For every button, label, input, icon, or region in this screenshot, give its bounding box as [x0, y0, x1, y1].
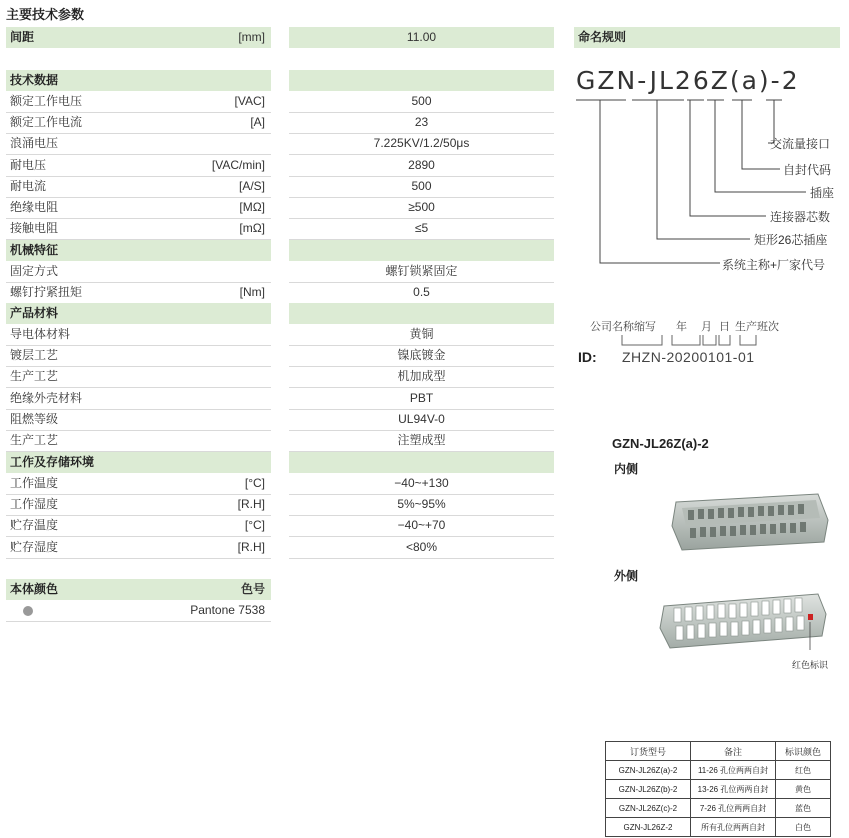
spec-row: [6, 91, 271, 113]
spec-row: [6, 345, 271, 367]
id-caption-month: 月: [701, 321, 712, 333]
spec-row: [6, 133, 271, 155]
spec-unit: [VAC]: [234, 94, 265, 108]
spec-value: 机加成型: [289, 366, 554, 388]
spec-value: 2890: [289, 155, 554, 177]
order-model: GZN-JL26Z(c)-2: [606, 799, 691, 818]
spacing-unit: [mm]: [238, 30, 265, 44]
spec-unit: [MΩ]: [239, 200, 265, 214]
spec-row: [6, 515, 271, 537]
red-mark-swatch: [808, 614, 813, 620]
spec-value: 500: [289, 91, 554, 113]
naming-code: GZN-JL26Z(a)-2: [576, 66, 800, 95]
spec-label: 导电体材料: [10, 327, 71, 341]
spec-row: [6, 430, 271, 452]
color-header-bar: [6, 579, 271, 600]
order-note: 7-26 孔位两两自封: [691, 799, 776, 818]
table-row: [606, 818, 831, 837]
spec-unit: [A]: [250, 115, 265, 129]
order-color: 蓝色: [776, 799, 831, 818]
color-header-left: 本体颜色: [10, 582, 59, 596]
table-row: [606, 780, 831, 799]
spec-row: [6, 537, 271, 559]
naming-header-bar: [574, 27, 840, 48]
spec-row: [6, 218, 271, 240]
spec-value: −40~+130: [289, 473, 554, 495]
spec-unit: [R.H]: [237, 540, 265, 554]
spec-label: 生产工艺: [10, 369, 59, 383]
order-color: 白色: [776, 818, 831, 837]
spec-label: 耐电压: [10, 158, 47, 172]
spec-value: PBT: [289, 388, 554, 410]
spec-label: 接触电阻: [10, 221, 59, 235]
spec-value: ≤5: [289, 218, 554, 240]
model-title: GZN-JL26Z(a)-2: [612, 436, 709, 451]
spec-unit: [Nm]: [239, 285, 265, 299]
spec-label: 螺钉拧紧扭矩: [10, 285, 83, 299]
color-row: [6, 600, 271, 622]
spec-label: 工作湿度: [10, 497, 59, 511]
naming-header: 命名规则: [578, 30, 627, 44]
table-row: [606, 761, 831, 780]
spec-row: [6, 388, 271, 410]
spec-value: UL94V-0: [289, 409, 554, 431]
spec-label: 贮存湿度: [10, 540, 59, 554]
order-model: GZN-JL26Z(b)-2: [606, 780, 691, 799]
spec-value: 500: [289, 176, 554, 198]
tech-header: 技术数据: [10, 73, 59, 87]
order-table-header: 备注: [691, 742, 776, 761]
naming-label-rect-26-socket: 矩形26芯插座: [754, 233, 828, 247]
material-header-value-bar: [289, 303, 554, 324]
spec-unit: [°C]: [244, 476, 265, 490]
red-mark-label: 红色标识: [792, 660, 829, 670]
id-caption-company: 公司名称缩写: [590, 321, 656, 333]
spec-label: 耐电流: [10, 179, 47, 193]
mech-header: 机械特征: [10, 243, 59, 257]
spec-row: [6, 324, 271, 346]
spec-label: 阻燃等级: [10, 412, 59, 426]
naming-label-ac-interface: 交流量接口: [770, 137, 831, 151]
order-table-header: 订货型号: [606, 742, 691, 761]
spec-unit: [R.H]: [237, 497, 265, 511]
page-title: 主要技术参数: [6, 7, 85, 22]
spec-label: 绝缘外壳材料: [10, 391, 83, 405]
order-color: 黄色: [776, 780, 831, 799]
spacing-value: 11.00: [406, 30, 437, 44]
id-bracket-lines: [620, 333, 760, 347]
color-value: Pantone 7538: [190, 603, 265, 617]
order-color: 红色: [776, 761, 831, 780]
order-table: [605, 741, 831, 837]
spacing-row: [6, 27, 271, 48]
spec-unit: [VAC/min]: [211, 158, 265, 172]
naming-label-socket: 插座: [810, 186, 835, 200]
connector-inner-image: [668, 490, 832, 552]
order-note: 所有孔位两两自封: [691, 818, 776, 837]
id-caption-day: 日: [719, 321, 730, 333]
spec-value: 黄铜: [289, 324, 554, 346]
spec-label: 贮存温度: [10, 518, 59, 532]
order-note: 13-26 孔位两两自封: [691, 780, 776, 799]
material-header: 产品材料: [10, 306, 59, 320]
spec-unit: [mΩ]: [239, 221, 265, 235]
order-model: GZN-JL26Z-2: [606, 818, 691, 837]
spec-row: [6, 261, 271, 283]
spec-row: [6, 112, 271, 134]
order-note: 11-26 孔位两两自封: [691, 761, 776, 780]
spec-value: ≥500: [289, 197, 554, 219]
tech-header-bar: [6, 70, 271, 91]
spec-row: [6, 494, 271, 516]
spec-row: [6, 366, 271, 388]
naming-label-core-count: 连接器芯数: [770, 210, 831, 224]
env-header-bar: [6, 452, 271, 473]
mech-header-value-bar: [289, 240, 554, 261]
order-table-header-row: [606, 742, 831, 761]
spec-row: [6, 409, 271, 431]
spec-row: [6, 473, 271, 495]
spec-label: 浪涌电压: [10, 136, 59, 150]
spec-value: −40~+70: [289, 515, 554, 537]
spec-unit: [A/S]: [238, 179, 265, 193]
spec-row: [6, 155, 271, 177]
spec-label: 生产工艺: [10, 433, 59, 447]
spec-label: 绝缘电阻: [10, 200, 59, 214]
spec-label: 额定工作电压: [10, 94, 83, 108]
color-header-right: 色号: [240, 582, 265, 596]
spec-value: 7.225KV/1.2/50μs: [289, 133, 554, 155]
env-header: 工作及存储环境: [10, 455, 95, 469]
spacing-value-cell: [289, 27, 554, 48]
spec-label: 镀层工艺: [10, 348, 59, 362]
spec-value: 螺钉锁紧固定: [289, 261, 554, 283]
id-caption-shift: 生产班次: [735, 321, 779, 333]
order-model: GZN-JL26Z(a)-2: [606, 761, 691, 780]
spec-label: 工作温度: [10, 476, 59, 490]
mech-header-bar: [6, 240, 271, 261]
spec-row: [6, 176, 271, 198]
outer-side-label: 外侧: [614, 569, 639, 583]
color-swatch: [23, 606, 33, 616]
spec-label: 额定工作电流: [10, 115, 83, 129]
order-table-header: 标识颜色: [776, 742, 831, 761]
spec-label: 固定方式: [10, 264, 59, 278]
table-row: [606, 799, 831, 818]
spec-value: 注塑成型: [289, 430, 554, 452]
naming-label-self-seal-code: 自封代码: [783, 163, 832, 177]
tech-header-value-bar: [289, 70, 554, 91]
id-code: ZHZN-20200101-01: [622, 349, 755, 365]
spec-unit: [°C]: [244, 518, 265, 532]
spec-row: [6, 197, 271, 219]
material-header-bar: [6, 303, 271, 324]
inner-side-label: 内侧: [614, 462, 639, 476]
id-tag: ID:: [578, 349, 597, 365]
naming-label-system-code: 系统主称+厂家代号: [722, 258, 826, 272]
env-header-value-bar: [289, 452, 554, 473]
spec-value: 0.5: [289, 282, 554, 304]
id-caption-year: 年: [676, 321, 687, 333]
spec-value: <80%: [289, 537, 554, 559]
spec-value: 23: [289, 112, 554, 134]
spec-value: 5%~95%: [289, 494, 554, 516]
spec-value: 镍底镀金: [289, 345, 554, 367]
connector-outer-image: [658, 592, 830, 652]
spec-row: [6, 282, 271, 304]
spacing-label: 间距: [10, 30, 35, 44]
